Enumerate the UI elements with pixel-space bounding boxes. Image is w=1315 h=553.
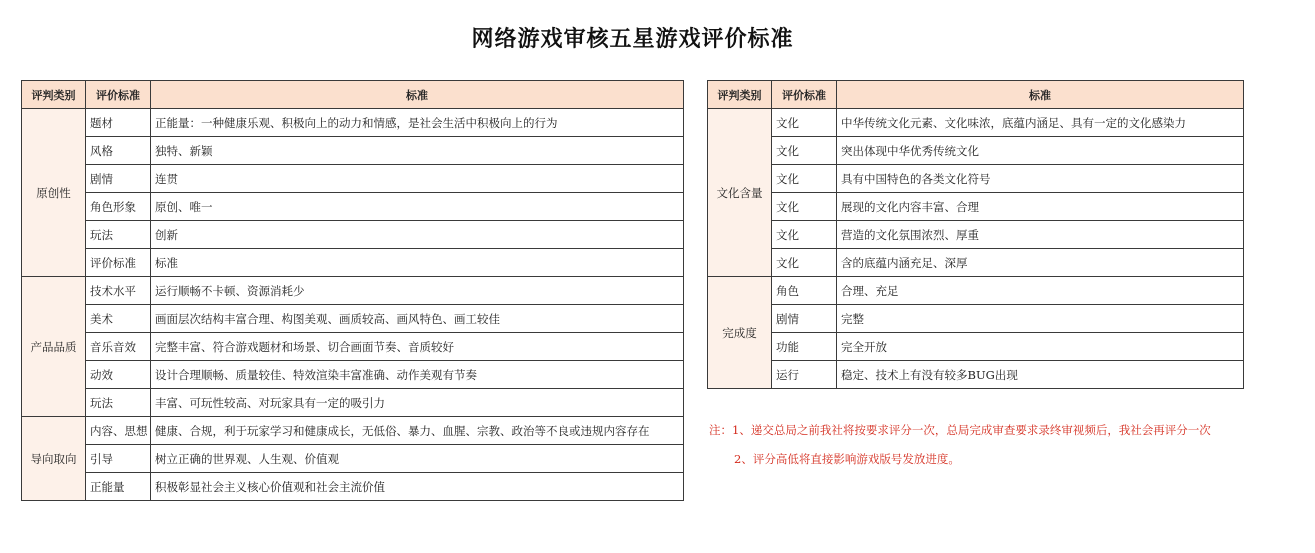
criterion-cell: 文化 — [772, 165, 837, 193]
category-originality: 原创性 — [22, 109, 86, 277]
category-completion: 完成度 — [708, 277, 772, 389]
criterion-cell: 内容、思想 — [86, 417, 151, 445]
table-row — [708, 305, 1244, 333]
standard-cell: 设计合理顺畅、质量较佳、特效渲染丰富准确、动作美观有节奏 — [151, 361, 684, 389]
criterion-cell: 剧情 — [772, 305, 837, 333]
standard-cell: 树立正确的世界观、人生观、价值观 — [151, 445, 684, 473]
table-row — [708, 333, 1244, 361]
standard-cell: 原创、唯一 — [151, 193, 684, 221]
table-row — [22, 417, 684, 445]
note-line-1: 注：1、递交总局之前我社将按要求评分一次，总局完成审查要求录终审视频后，我社会再评分一次 — [709, 423, 1211, 437]
table-row — [22, 109, 684, 137]
criterion-cell: 功能 — [772, 333, 837, 361]
table-row — [708, 137, 1244, 165]
standard-cell: 正能量：一种健康乐观、积极向上的动力和情感，是社会生活中积极向上的行为 — [151, 109, 684, 137]
standard-cell: 积极彰显社会主义核心价值观和社会主流价值 — [151, 473, 684, 501]
table-row — [22, 165, 684, 193]
criterion-cell: 评价标准 — [86, 249, 151, 277]
criterion-cell: 文化 — [772, 137, 837, 165]
standard-cell: 中华传统文化元素、文化味浓，底蕴内涵足、具有一定的文化感染力 — [837, 109, 1244, 137]
header-category: 评判类别 — [708, 81, 772, 109]
table-row — [708, 109, 1244, 137]
criterion-cell: 文化 — [772, 249, 837, 277]
standard-cell: 标准 — [151, 249, 684, 277]
note-line-2: 2、评分高低将直接影响游戏版号发放进度。 — [734, 452, 960, 466]
standard-cell: 完整 — [837, 305, 1244, 333]
criterion-cell: 文化 — [772, 193, 837, 221]
table-row — [708, 361, 1244, 389]
criterion-cell: 美术 — [86, 305, 151, 333]
table-row — [708, 165, 1244, 193]
standard-cell: 独特、新颖 — [151, 137, 684, 165]
table-row — [22, 193, 684, 221]
criterion-cell: 文化 — [772, 109, 837, 137]
standard-cell: 展现的文化内容丰富、合理 — [837, 193, 1244, 221]
table-row — [22, 389, 684, 417]
standard-cell: 完整丰富、符合游戏题材和场景、切合画面节奏、音质较好 — [151, 333, 684, 361]
criterion-cell: 角色形象 — [86, 193, 151, 221]
standard-cell: 创新 — [151, 221, 684, 249]
criterion-cell: 剧情 — [86, 165, 151, 193]
standard-cell: 稳定、技术上有没有较多BUG出现 — [837, 361, 1244, 389]
criterion-cell: 文化 — [772, 221, 837, 249]
header-criterion: 评价标准 — [86, 81, 151, 109]
table-row — [708, 193, 1244, 221]
table-row — [708, 249, 1244, 277]
criterion-cell: 题材 — [86, 109, 151, 137]
header-criterion: 评价标准 — [772, 81, 837, 109]
criterion-cell: 技术水平 — [86, 277, 151, 305]
standard-cell: 运行顺畅不卡顿、资源消耗少 — [151, 277, 684, 305]
category-culture: 文化含量 — [708, 109, 772, 277]
table-row — [22, 333, 684, 361]
standard-cell: 合理、充足 — [837, 277, 1244, 305]
standard-cell: 连贯 — [151, 165, 684, 193]
table-header-row — [22, 81, 684, 109]
standard-cell: 突出体现中华优秀传统文化 — [837, 137, 1244, 165]
page-title: 网络游戏审核五星游戏评价标准 — [471, 27, 794, 52]
standard-cell: 完全开放 — [837, 333, 1244, 361]
table-row — [22, 249, 684, 277]
table-row — [22, 137, 684, 165]
criterion-cell: 玩法 — [86, 389, 151, 417]
table-row — [708, 277, 1244, 305]
standard-cell: 画面层次结构丰富合理、构图美观、画质较高、画风特色、画工较佳 — [151, 305, 684, 333]
standard-cell: 健康、合规，利于玩家学习和健康成长，无低俗、暴力、血腥、宗教、政治等不良或违规内容存在 — [151, 417, 684, 445]
criterion-cell: 角色 — [772, 277, 837, 305]
criterion-cell: 玩法 — [86, 221, 151, 249]
table-row — [22, 277, 684, 305]
right-standards-table — [707, 80, 1244, 389]
left-standards-table — [21, 80, 684, 501]
table-row — [708, 221, 1244, 249]
header-standard: 标准 — [151, 81, 684, 109]
standard-cell: 含的底蕴内涵充足、深厚 — [837, 249, 1244, 277]
table-header-row — [708, 81, 1244, 109]
table-row — [22, 445, 684, 473]
header-standard: 标准 — [837, 81, 1244, 109]
standard-cell: 营造的文化氛围浓烈、厚重 — [837, 221, 1244, 249]
criterion-cell: 引导 — [86, 445, 151, 473]
criterion-cell: 风格 — [86, 137, 151, 165]
standard-cell: 具有中国特色的各类文化符号 — [837, 165, 1244, 193]
table-row — [22, 305, 684, 333]
category-orientation: 导向取向 — [22, 417, 86, 501]
header-category: 评判类别 — [22, 81, 86, 109]
standard-cell: 丰富、可玩性较高、对玩家具有一定的吸引力 — [151, 389, 684, 417]
criterion-cell: 正能量 — [86, 473, 151, 501]
table-row — [22, 473, 684, 501]
criterion-cell: 音乐音效 — [86, 333, 151, 361]
table-row — [22, 221, 684, 249]
criterion-cell: 运行 — [772, 361, 837, 389]
category-product-quality: 产品品质 — [22, 277, 86, 417]
criterion-cell: 动效 — [86, 361, 151, 389]
table-row — [22, 361, 684, 389]
